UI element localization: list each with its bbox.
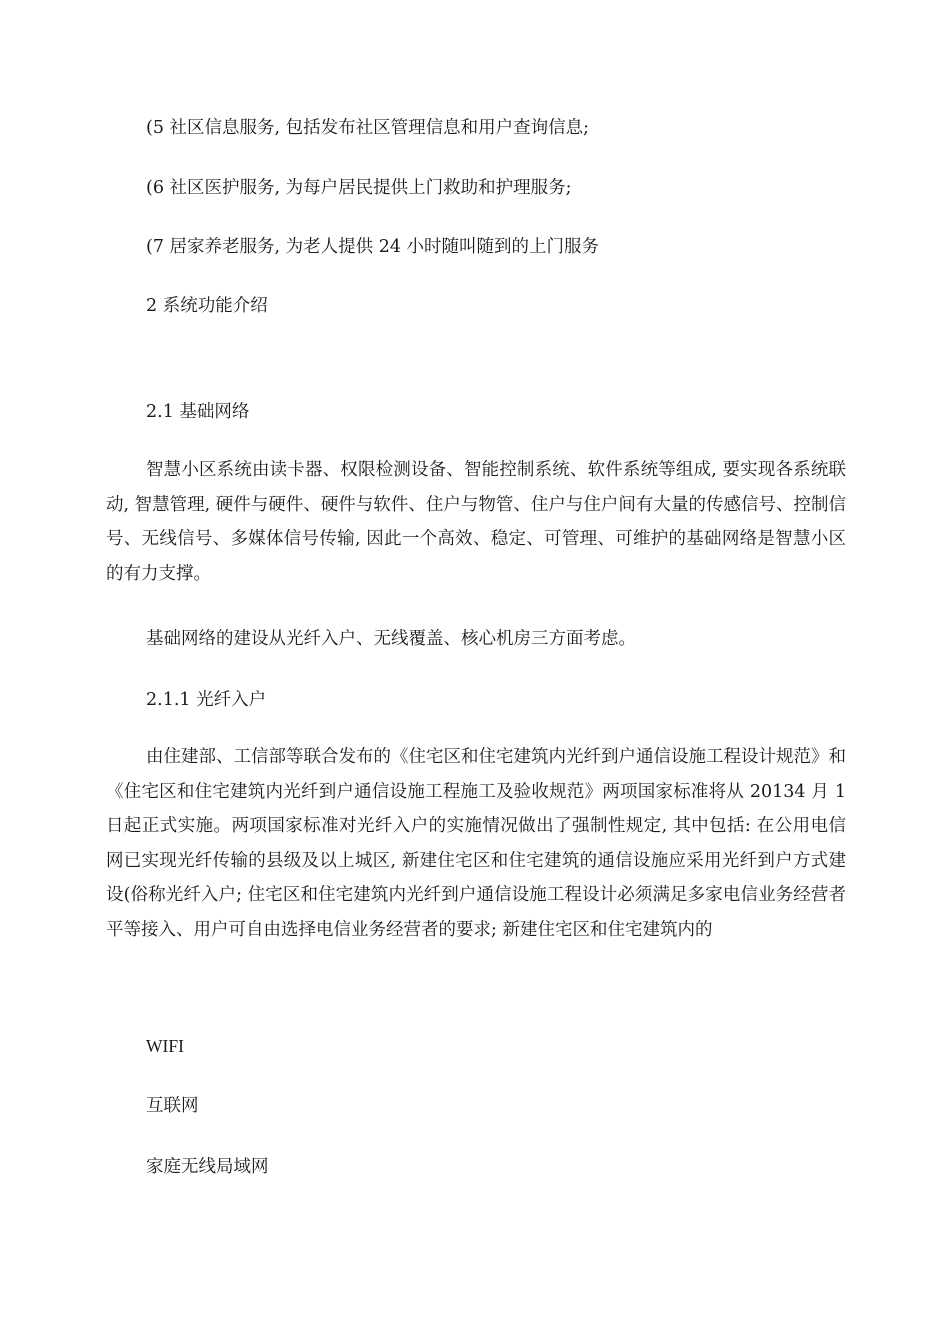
label-wifi: WIFI bbox=[146, 1036, 184, 1056]
label-internet: 互联网 bbox=[146, 1096, 199, 1116]
section-heading-2-1: 2.1 基础网络 bbox=[146, 402, 250, 422]
list-item-community-info-service: (5 社区信息服务, 包括发布社区管理信息和用户查询信息; bbox=[146, 118, 590, 138]
paragraph-smart-community-overview: 智慧小区系统由读卡器、权限检测设备、智能控制系统、软件系统等组成, 要实现各系统联动, 智慧管理, 硬件与硬件、硬件与软件、住户与物管、住户与住户间有大量的传感信号、控制信号、无线信号、多媒体信号传输, 因此一个高效、稳定、可管理、可维护的基础网络是智慧小区的有力支撑。 bbox=[106, 460, 846, 584]
section-heading-2-1-1: 2.1.1 光纤入户 bbox=[146, 690, 267, 710]
list-item-community-medical-service: (6 社区医护服务, 为每户居民提供上门救助和护理服务; bbox=[146, 178, 572, 198]
paragraph-fiber-to-home-standards: 由住建部、工信部等联合发布的《住宅区和住宅建筑内光纤到户通信设施工程设计规范》和《住宅区和住宅建筑内光纤到户通信设施工程施工及验收规范》两项国家标准将从 20134 月 1 日起正式实施。两项国家标准对光纤入户的实施情况做出了强制性规定, 其中包括: 在公用电信网已实现光纤传输的县级及以上城区, 新建住宅区和住宅建筑的通信设施应采用光纤到户方式建设(俗称光纤入户; 住宅区和住宅建筑内光纤到户通信设施工程设计必须满足多家电信业务经营者平等接入、用户可自由选择电信业务经营者的要求; 新建住宅区和住宅建筑内的 bbox=[106, 747, 846, 940]
paragraph-network-construction-summary: 基础网络的建设从光纤入户、无线覆盖、核心机房三方面考虑。 bbox=[146, 629, 636, 649]
section-heading-2: 2 系统功能介绍 bbox=[146, 296, 268, 316]
list-item-home-elderly-care-service: (7 居家养老服务, 为老人提供 24 小时随叫随到的上门服务 bbox=[146, 237, 600, 257]
label-home-wlan: 家庭无线局域网 bbox=[146, 1157, 269, 1177]
